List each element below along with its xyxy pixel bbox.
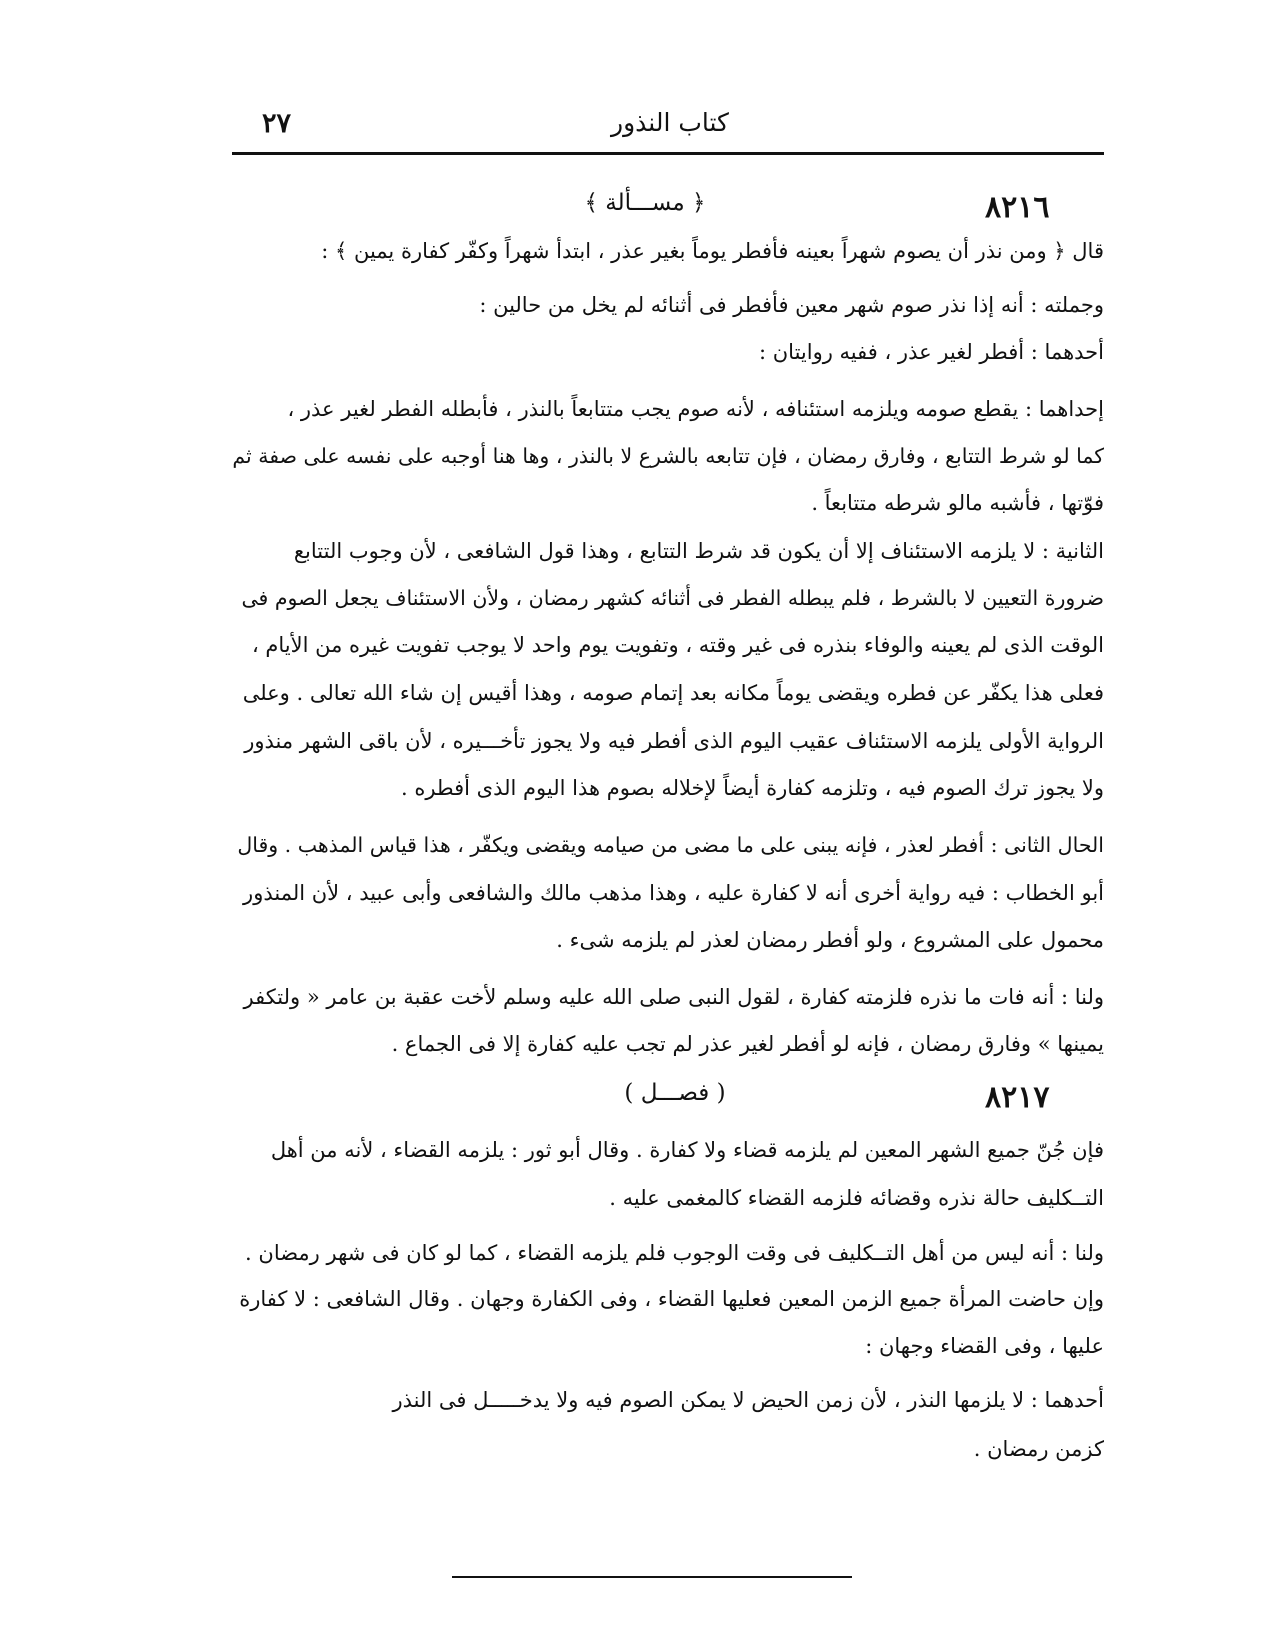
header-divider (232, 152, 1104, 155)
text-line: ولنا : أنه فات ما نذره فلزمته كفارة ، لقول النبى صلى الله عليه وسلم لأخت عقبة بن عامر « ولتكفر (243, 985, 1104, 1009)
text-line: ولا يجوز ترك الصوم فيه ، وتلزمه كفارة أيضاً لإخلاله بصوم هذا اليوم الذى أفطره . (400, 776, 1104, 800)
text-line: الثانية : لا يلزمه الاستئناف إلا أن يكون قد شرط التتابع ، وهذا قول الشافعى ، لأن وجوب التتابع (293, 539, 1104, 563)
text-line: كما لو شرط التتابع ، وفارق رمضان ، فإن تتابعه بالشرع لا بالنذر ، وها هنا أوجبه على نفسه على صفة ثم (232, 444, 1104, 468)
footer-divider (452, 1576, 852, 1578)
text-line: محمول على المشروع ، ولو أفطر رمضان لعذر لم يلزمه شىء . (556, 928, 1104, 952)
text-line: أحدهما : لا يلزمها النذر ، لأن زمن الحيض لا يمكن الصوم فيه ولا يدخـــــل فى النذر (392, 1388, 1104, 1412)
text-line: قال ﴿ ومن نذر أن يصوم شهراً بعينه فأفطر يوماً بغير عذر ، ابتدأ شهراً وكفّر كفارة يمين ﴾ : (321, 239, 1104, 263)
running-header-title: كتاب النذور (611, 108, 729, 137)
text-line: يمينها » وفارق رمضان ، فإنه لو أفطر لغير عذر لم تجب عليه كفارة إلا فى الجماع . (391, 1032, 1104, 1056)
text-line: الوقت الذى لم يعينه والوفاء بنذره فى غير وقته ، وتفويت يوم واحد لا يوجب تفويت غيره من الأيام ، (251, 633, 1104, 657)
text-line: الحال الثانى : أفطر لعذر ، فإنه يبنى على ما مضى من صيامه ويقضى ويكفّر ، هذا قياس المذهب . وقال (237, 833, 1104, 857)
text-line: فإن جُنّ جميع الشهر المعين لم يلزمه قضاء ولا كفارة . وقال أبو ثور : يلزمه القضاء ، لأنه من أهل (270, 1138, 1104, 1162)
section-heading: ﴿ مســـألة ﴾ (584, 190, 706, 216)
text-line: إحداهما : يقطع صومه ويلزمه استئنافه ، لأنه صوم يجب متتابعاً بالنذر ، فأبطله الفطر لغير عذر ، (287, 397, 1104, 421)
text-line: فعلى هذا يكفّر عن فطره ويقضى يوماً مكانه بعد إتمام صومه ، وهذا أقيس إن شاء الله تعالى . وعلى (242, 681, 1104, 705)
text-line: وإن حاضت المرأة جميع الزمن المعين فعليها القضاء ، وفى الكفارة وجهان . وقال الشافعى : لا كفارة (239, 1287, 1104, 1311)
section-number: ٨٢١٦ (985, 190, 1050, 225)
text-line: كزمن رمضان . (973, 1437, 1104, 1461)
text-line: ولنا : أنه ليس من أهل التــكليف فى وقت الوجوب فلم يلزمه القضاء ، كما لو كان فى شهر رمضان . (245, 1241, 1104, 1265)
section-number: ٨٢١٧ (985, 1080, 1050, 1115)
section-heading: ( فصـــل ) (624, 1080, 726, 1106)
text-line: الرواية الأولى يلزمه الاستئناف عقيب اليوم الذى أفطر فيه ولا يجوز تأخـــيره ، لأن باقى الشهر منذور (244, 729, 1104, 753)
page-number: ٢٧ (262, 108, 292, 139)
text-line: أحدهما : أفطر لغير عذر ، ففيه روايتان : (759, 340, 1104, 364)
text-line: وجملته : أنه إذا نذر صوم شهر معين فأفطر فى أثنائه لم يخل من حالين : (479, 293, 1104, 317)
text-line: التــكليف حالة نذره وقضائه فلزمه القضاء كالمغمى عليه . (609, 1186, 1104, 1210)
text-line: عليها ، وفى القضاء وجهان : (865, 1334, 1104, 1358)
text-line: ضرورة التعيين لا بالشرط ، فلم يبطله الفطر فى أثنائه كشهر رمضان ، ولأن الاستئناف يجعل الصوم فى (241, 586, 1104, 610)
text-line: فوّتها ، فأشبه مالو شرطه متتابعاً . (811, 491, 1104, 515)
text-line: أبو الخطاب : فيه رواية أخرى أنه لا كفارة عليه ، وهذا مذهب مالك والشافعى وأبى عبيد ، لأن المنذور (243, 881, 1104, 905)
